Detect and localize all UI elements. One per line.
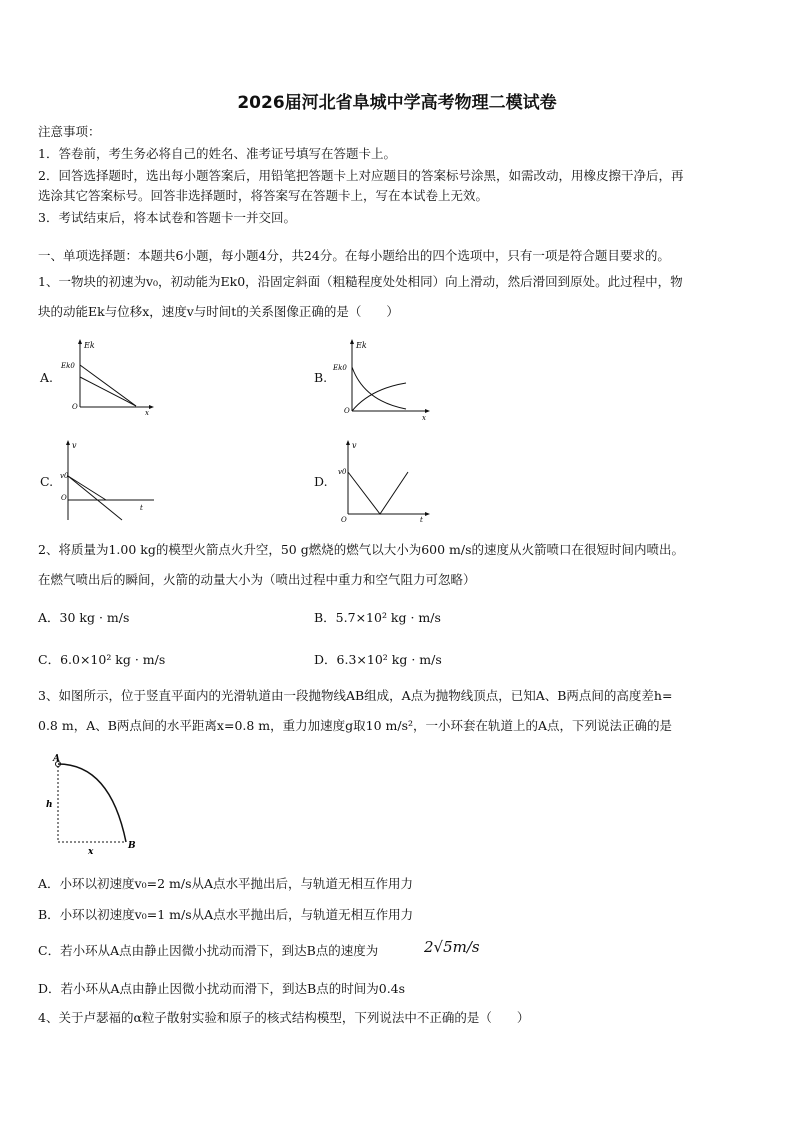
option-a-label: A. [40,370,54,385]
section-heading: 一、单项选择题：本题共6小题，每小题4分，共24分。在每小题给出的四个选项中，只有一项是符合题目要求的。 [38,248,670,263]
height-label: h [46,800,53,810]
point-a-label: A [53,754,60,764]
distance-label: x [88,847,94,857]
axis-label-t: t [140,504,143,512]
notice-item: 3．考试结束后，将本试卷和答题卡一并交回。 [38,210,296,225]
option-b-label: B. [314,370,328,385]
axis-label-v: v [352,441,357,450]
question-2-text: 2、将质量为1.00 kg的模型火箭点火升空，50 g燃烧的燃气以大小为600 m/s的速度从火箭喷口在很短时间内喷出。 [38,542,685,557]
axis-label-ek: Ek [356,341,367,350]
axis-label-t: t [420,516,423,524]
axis-label-ek: Ek [84,341,95,350]
option-c-label: C. [40,474,54,489]
origin-label: O [341,516,347,524]
page-title: 2026届河北省阜城中学高考物理二模试卷 [237,93,557,113]
v0-label: v0 [60,472,69,480]
notice-item: 1．答卷前，考生务必将自己的姓名、准考证号填写在答题卡上。 [38,146,396,161]
option-b: B．5.7×10² kg · m/s [314,610,441,625]
option-d: D．6.3×10² kg · m/s [314,652,442,667]
question-3-text: 0.8 m，A、B两点间的水平距离x=0.8 m，重力加速度g取10 m/s²，一小环套在轨道上的A点，下列说法正确的是 [38,718,673,733]
option-b: B．小环以初速度v₀=1 m/s从A点水平抛出后，与轨道无相互作用力 [38,907,414,922]
graph-c-v-t [58,438,158,522]
ek0-label: Ek0 [333,364,347,372]
axis-label-x: x [422,414,426,422]
question-2-text: 在燃气喷出后的瞬间，火箭的动量大小为（喷出过程中重力和空气阻力可忽略） [38,572,476,587]
origin-label: O [72,403,78,411]
option-c: C．若小环从A点由静止因微小扰动而滑下，到达B点的速度为 [38,943,379,958]
question-1-text: 块的动能Ek与位移x，速度v与时间t的关系图像正确的是（ ） [38,304,399,319]
axis-label-v: v [72,441,77,450]
v0-label: v0 [338,468,347,476]
origin-label: O [344,407,350,415]
axis-label-x: x [145,409,149,417]
notice-heading: 注意事项： [38,124,101,139]
ek0-label: Ek0 [61,362,75,370]
question-4-text: 4、关于卢瑟福的α粒子散射实验和原子的核式结构模型，下列说法中不正确的是（ ） [38,1010,530,1025]
graph-a-ek-x [58,337,158,419]
notice-item: 选涂其它答案标号。回答非选择题时，将答案写在答题卡上，写在本试卷上无效。 [38,188,489,203]
option-d-label: D. [314,474,328,489]
option-a: A．小环以初速度v₀=2 m/s从A点水平抛出后，与轨道无相互作用力 [38,876,414,891]
option-d: D．若小环从A点由静止因微小扰动而滑下，到达B点的时间为0.4s [38,981,406,996]
origin-label: O [61,494,67,502]
figure-parabolic-track [40,752,150,858]
option-c: C．6.0×10² kg · m/s [38,652,166,667]
option-a: A．30 kg · m/s [38,610,130,625]
graph-b-ek-x [330,337,434,423]
notice-item: 2．回答选择题时，选出每小题答案后，用铅笔把答题卡上对应题目的答案标号涂黑，如需改动，用橡皮擦干净后，再 [38,168,684,183]
graph-d-v-t [334,438,434,524]
question-3-text: 3、如图所示，位于竖直平面内的光滑轨道由一段抛物线AB组成，A点为抛物线顶点，已知A、B两点间的高度差h= [38,688,673,703]
option-c-speed-value: 2√5m/s [424,938,480,956]
point-b-label: B [128,841,136,851]
question-1-text: 1、一物块的初速为v₀，初动能为Ek0，沿固定斜面（粗糙程度处处相同）向上滑动，然后滑回到原处。此过程中，物 [38,274,683,289]
